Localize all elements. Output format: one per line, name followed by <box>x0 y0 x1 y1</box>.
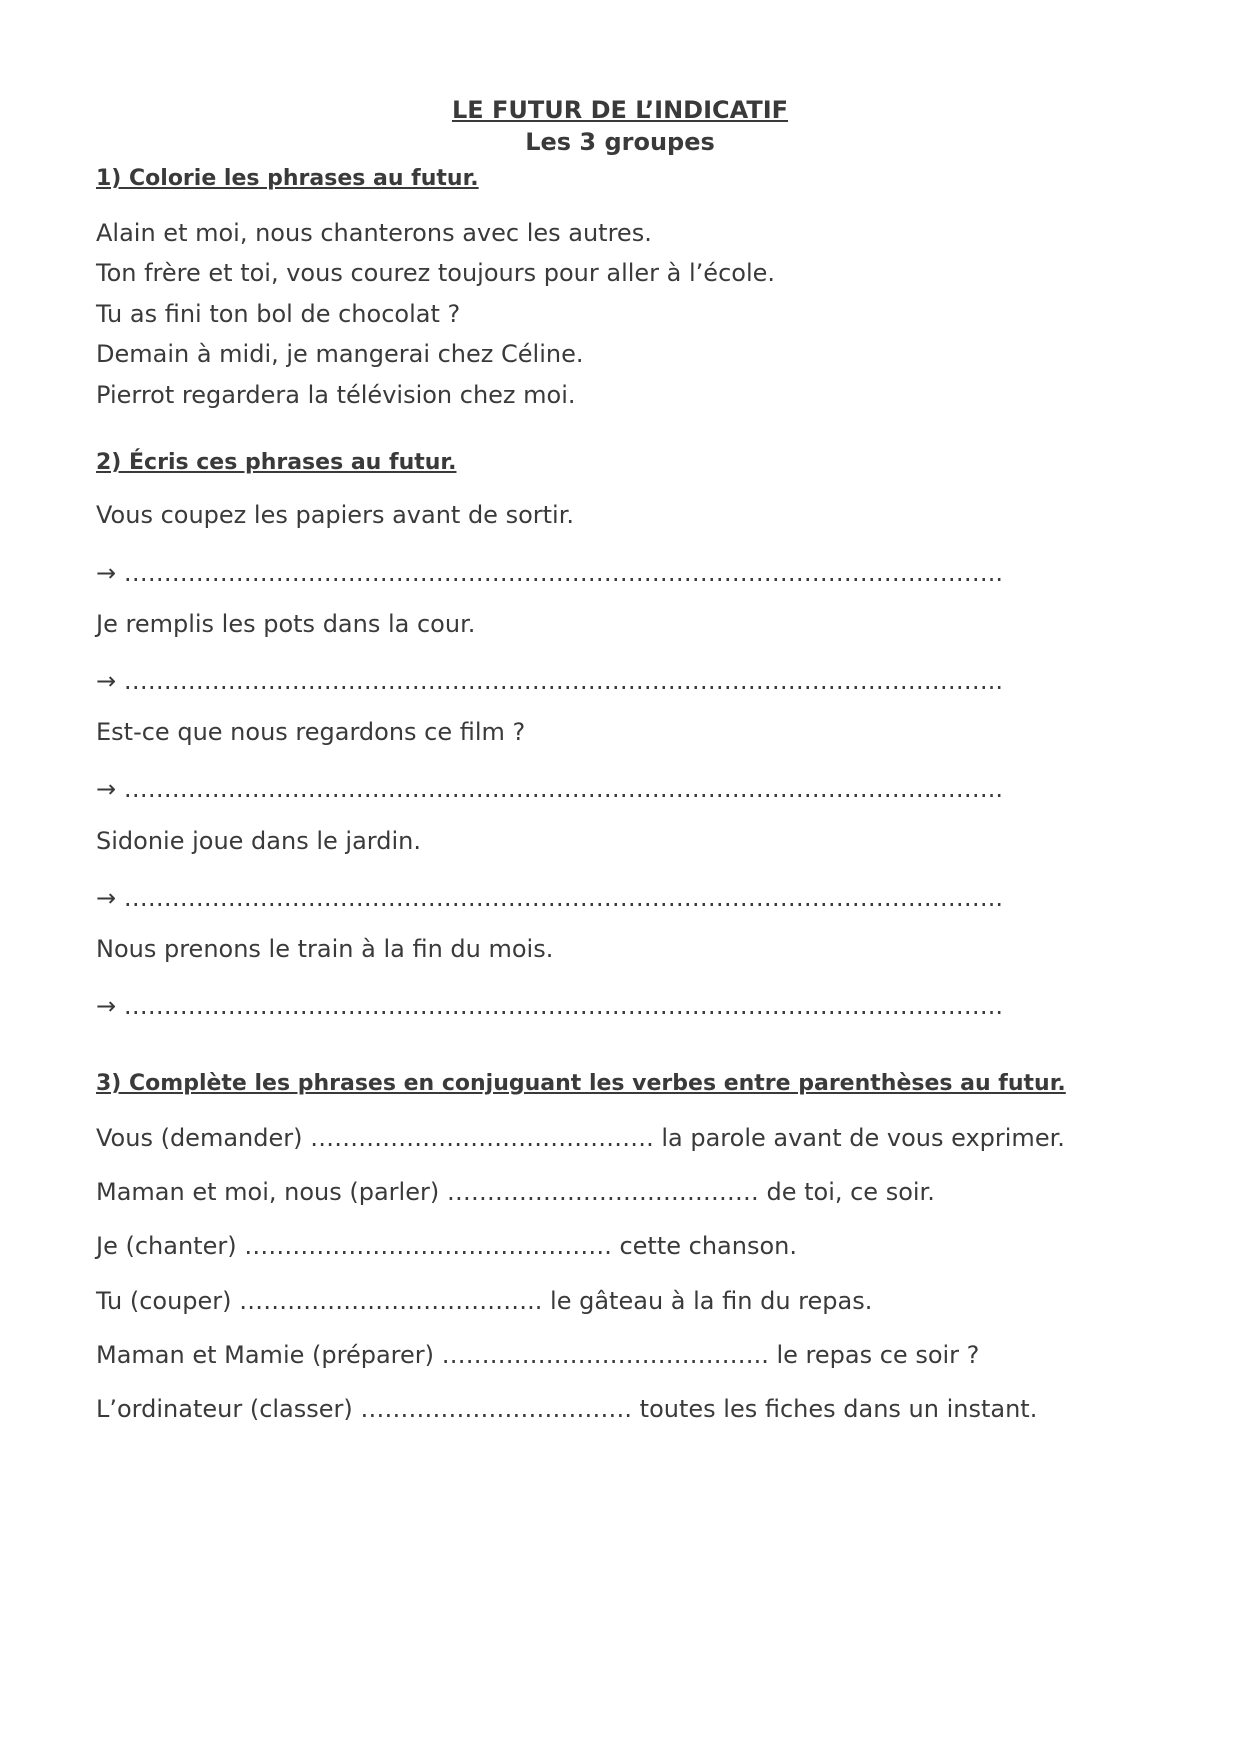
section-3-sentence: Tu (couper) ……………………………….. le gâteau à la fin du repas. <box>96 1287 873 1315</box>
section-1-heading: 1) Colorie les phrases au futur. <box>96 166 479 191</box>
answer-line[interactable]: → ……………………………………………………………………………………………….. <box>96 775 1003 803</box>
section-3-heading: 3) Complète les phrases en conjuguant les verbes entre parenthèses au futur. <box>96 1071 1066 1096</box>
section-2-heading: 2) Écris ces phrases au futur. <box>96 450 457 475</box>
section-3-sentence: L’ordinateur (classer) ……………………………. toutes les fiches dans un instant. <box>96 1395 1038 1423</box>
section-2-sentence: Nous prenons le train à la fin du mois. <box>96 935 554 963</box>
section-1-sentence: Tu as fini ton bol de chocolat ? <box>96 300 461 328</box>
answer-line[interactable]: → ……………………………………………………………………………………………….. <box>96 884 1003 912</box>
answer-line[interactable]: → ……………………………………………………………………………………………….. <box>96 667 1003 695</box>
section-1-sentence: Alain et moi, nous chanterons avec les autres. <box>96 219 652 247</box>
section-2-sentence: Sidonie joue dans le jardin. <box>96 827 421 855</box>
section-3-sentence: Maman et Mamie (préparer) ………………………………….. le repas ce soir ? <box>96 1341 980 1369</box>
section-2-sentence: Je remplis les pots dans la cour. <box>96 610 476 638</box>
section-1-sentence: Pierrot regardera la télévision chez moi. <box>96 381 576 409</box>
section-1-sentence: Demain à midi, je mangerai chez Céline. <box>96 340 584 368</box>
page-title: LE FUTUR DE L’INDICATIF <box>451 96 789 124</box>
section-2-sentence: Est-ce que nous regardons ce film ? <box>96 718 526 746</box>
section-3-sentence: Vous (demander) ……………………………………. la parole avant de vous exprimer. <box>96 1124 1065 1152</box>
answer-line[interactable]: → ……………………………………………………………………………………………….. <box>96 559 1003 587</box>
section-3-sentence: Je (chanter) ………………………………………. cette chanson. <box>96 1232 797 1260</box>
section-3-sentence: Maman et moi, nous (parler) ………………………………… de toi, ce soir. <box>96 1178 935 1206</box>
page-subtitle: Les 3 groupes <box>525 128 715 156</box>
section-1-sentence: Ton frère et toi, vous courez toujours pour aller à l’école. <box>96 259 776 287</box>
section-2-sentence: Vous coupez les papiers avant de sortir. <box>96 501 574 529</box>
answer-line[interactable]: → ……………………………………………………………………………………………….. <box>96 992 1003 1020</box>
